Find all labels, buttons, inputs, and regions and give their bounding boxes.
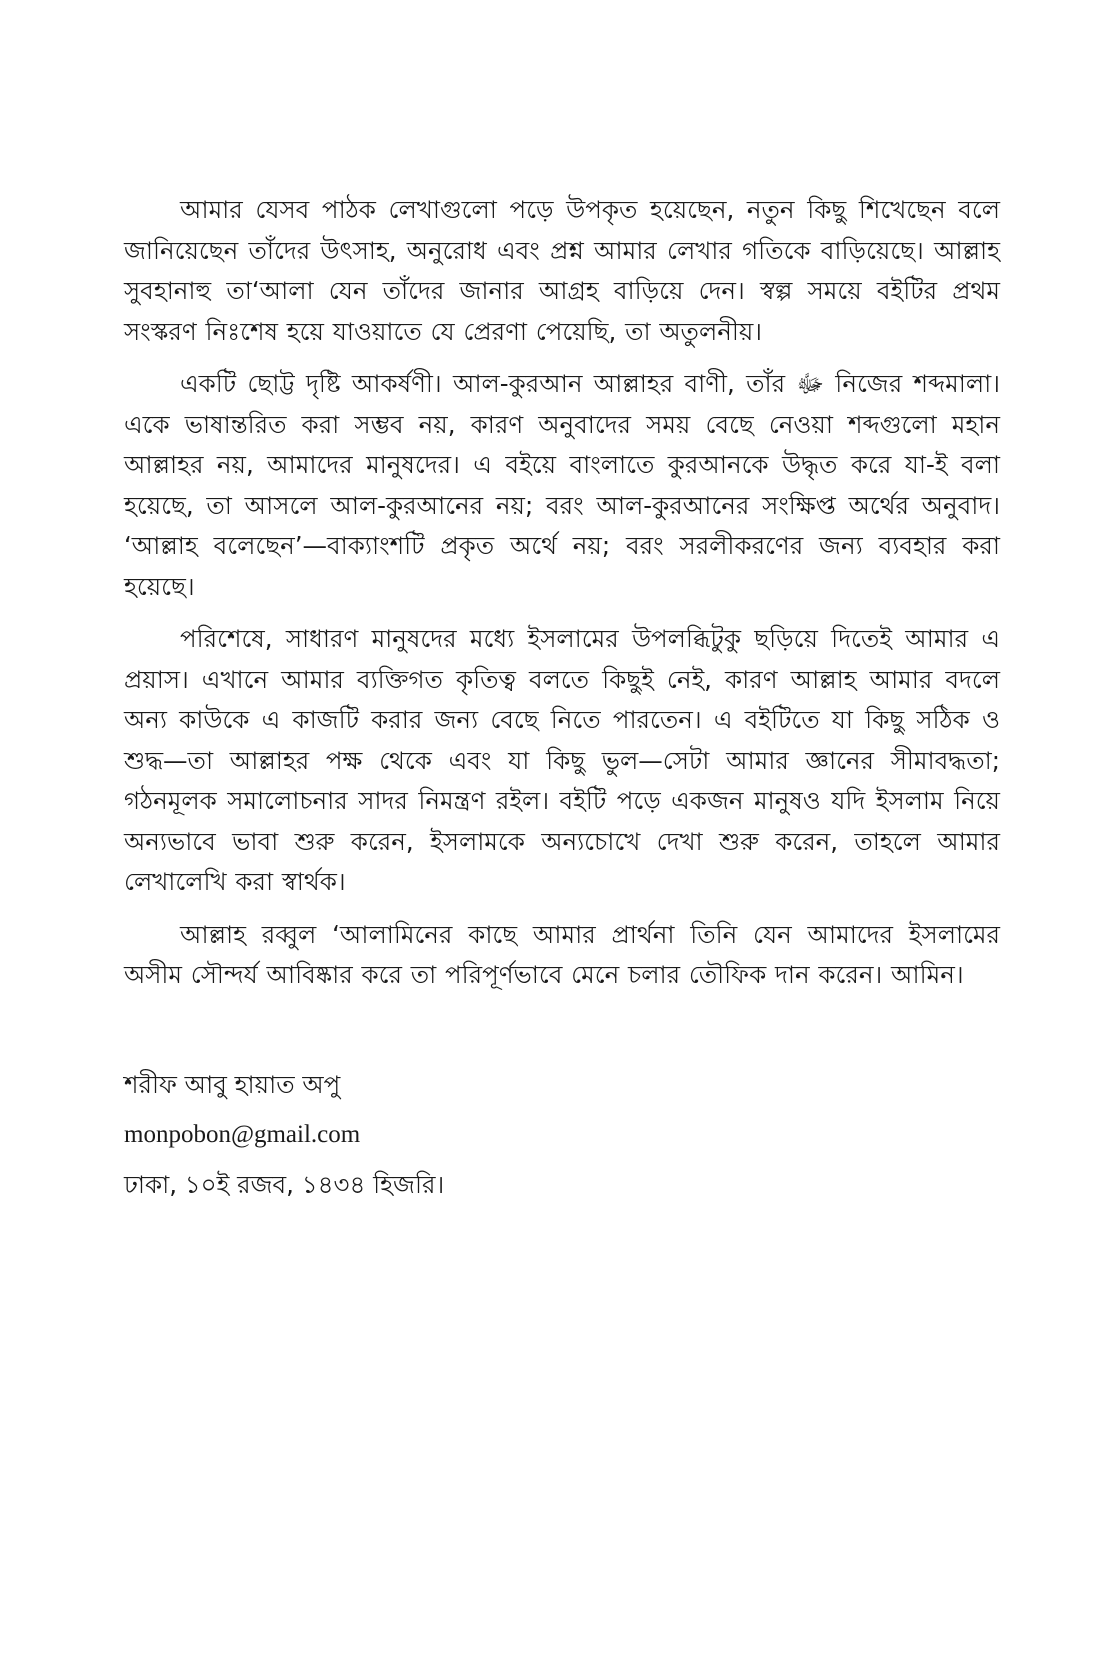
author-name: শরীফ আবু হায়াত অপু [124,1069,341,1099]
signature-block [124,1060,1000,1210]
preface-body [124,190,1000,996]
paragraph-3: পরিশেষে, সাধারণ মানুষদের মধ্যে ইসলামের উপলব্ধিটুকু ছড়িয়ে দিতেই আমার এ প্রয়াস। এখানে আমার ব্যক্তিগত কৃতিত্ব বলতে কিছুই নেই, কারণ আল্লাহ আমার বদলে অন্য কাউকে এ কাজটি করার জন্য বেছে নিতে পারতেন। এ বইটিতে যা কিছু সঠিক ও শুদ্ধ—তা আল্লাহর পক্ষ থেকে এবং যা কিছু ভুল—সেটা আমার জ্ঞানের সীমাবদ্ধতা; গঠনমূলক সমালোচনার সাদর নিমন্ত্রণ রইল। বইটি পড়ে একজন মানুষও যদি ইসলাম নিয়ে অন্যভাবে ভাবা শুরু করেন, ইসলামকে অন্যচোখে দেখা শুরু করেন, তাহলে আমার লেখালেখি করা স্বার্থক। [124,624,1000,896]
place-date: ঢাকা, ১০ই রজব, ১৪৩৪ হিজরি। [124,1169,445,1199]
author-email: monpobon@gmail.com [124,1120,361,1148]
paragraph-2: একটি ছোট্ট দৃষ্টি আকর্ষণী। আল-কুরআন আল্লাহর বাণী, তাঁর ﷻ নিজের শব্দমালা। একে ভাষান্তরিত করা সম্ভব নয়, কারণ অনুবাদের সময় বেছে নেওয়া শব্দগুলো মহান আল্লাহর নয়, আমাদের মানুষদের। এ বইয়ে বাংলাতে কুরআনকে উদ্ধৃত করে যা-ই বলা হয়েছে, তা আসলে আল-কুরআনের নয়; বরং আল-কুরআনের সংক্ষিপ্ত অর্থের অনুবাদ। ‘আল্লাহ বলেছেন’—বাক্যাংশটি প্রকৃত অর্থে নয়; বরং সরলীকরণের জন্য ব্যবহার করা হয়েছে। [124,369,1000,601]
paragraph-4: আল্লাহ রব্বুল ‘আলামিনের কাছে আমার প্রার্থনা তিনি যেন আমাদের ইসলামের অসীম সৌন্দর্য আবিষ্কার করে তা পরিপূর্ণভাবে মেনে চলার তৌফিক দান করেন। আমিন। [124,919,1000,989]
paragraph-1: আমার যেসব পাঠক লেখাগুলো পড়ে উপকৃত হয়েছেন, নতুন কিছু শিখেছেন বলে জানিয়েছেন তাঁদের উৎসাহ, অনুরোধ এবং প্রশ্ন আমার লেখার গতিকে বাড়িয়েছে। আল্লাহ সুবহানাহু তা‘আলা যেন তাঁদের জানার আগ্রহ বাড়িয়ে দেন। স্বল্প সময়ে বইটির প্রথম সংস্করণ নিঃশেষ হয়ে যাওয়াতে যে প্রেরণা পেয়েছি, তা অতুলনীয়। [124,195,1000,346]
